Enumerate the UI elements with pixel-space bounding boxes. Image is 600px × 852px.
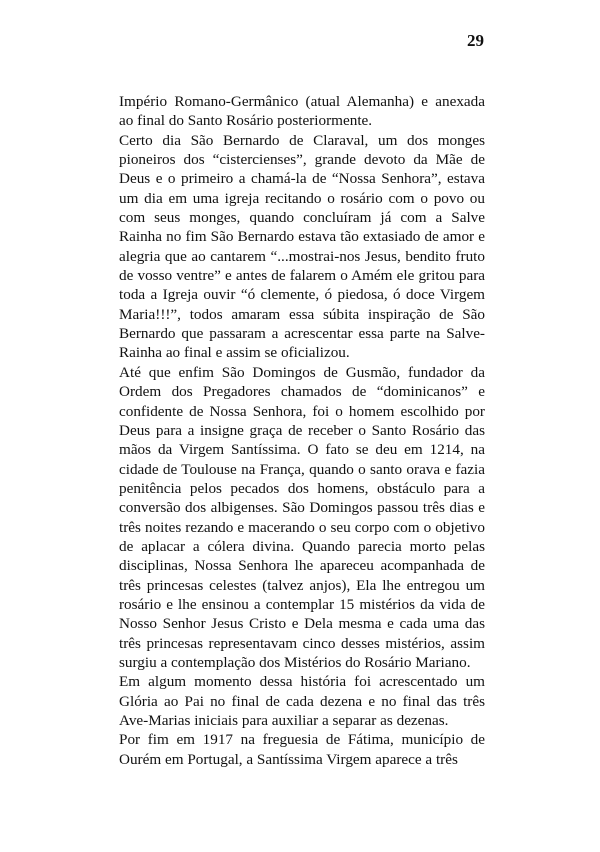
paragraph: Em algum momento dessa história foi acrescentado um Glória ao Pai no final de cada dezena e no final das três Ave-Marias iniciais para auxiliar a separar as dezenas. <box>119 673 485 729</box>
paragraph: Certo dia São Bernardo de Claraval, um dos monges pioneiros dos “cistercienses”, grande devoto da Mãe de Deus e o primeiro a chamá-la de “Nossa Senhora”, estava um dia em uma igreja recitando o rosário com o povo ou com seus monges, quando concluíram já com a Salve Rainha no fim São Bernardo estava tão extasiado de amor e alegria que ao cantarem “...mostrai-nos Jesus, bendito fruto de vosso ventre” e antes de falarem o Amém ele gritou para toda a Igreja ouvir “ó clemente, ó piedosa, ó doce Virgem Maria!!!”, todos amaram essa súbita inspiração de São Bernardo que passaram a acrescentar essa parte na Salve-Rainha ao final e assim se oficializou. <box>119 131 485 362</box>
body-text <box>119 92 485 769</box>
paragraph: Império Romano-Germânico (atual Alemanha) e anexada ao final do Santo Rosário posteriormente. <box>119 93 485 130</box>
paragraph: Por fim em 1917 na freguesia de Fátima, município de Ourém em Portugal, a Santíssima Virgem aparece a três <box>119 731 485 768</box>
page-number: 29 <box>467 31 484 50</box>
paragraph: Até que enfim São Domingos de Gusmão, fundador da Ordem dos Pregadores chamados de “dominicanos” e confidente de Nossa Senhora, foi o homem escolhido por Deus para a insigne graça de receber o Santo Rosário das mãos da Virgem Santíssima. O fato se deu em 1214, na cidade de Toulouse na França, quando o santo orava e fazia penitência pelos pecados dos homens, obstáculo para a conversão dos albigenses. São Domingos passou três dias e três noites rezando e macerando o seu corpo com o objetivo de aplacar a cólera divina. Quando parecia morto pelas disciplinas, Nossa Senhora lhe apareceu acompanhada de três princesas celestes (talvez anjos), Ela lhe entregou um rosário e lhe ensinou a contemplar 15 mistérios da vida de Nosso Senhor Jesus Cristo e Dela mesma e cada uma das três princesas representavam cinco desses mistérios, assim surgiu a contemplação dos Mistérios do Rosário Mariano. <box>119 363 485 671</box>
